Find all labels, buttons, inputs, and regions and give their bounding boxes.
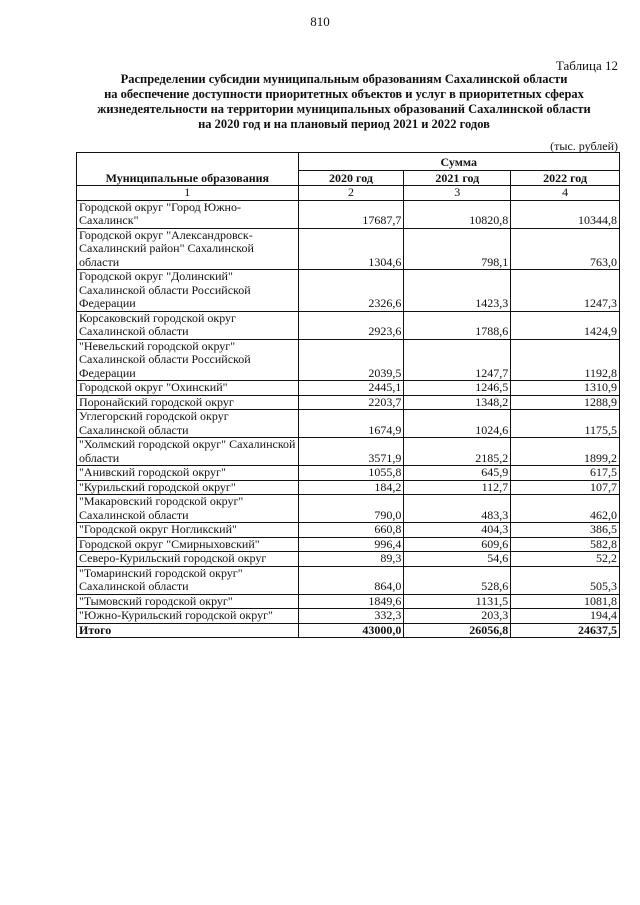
municipality-name: Северо-Курильский городской округ <box>77 552 299 567</box>
title-line: на 2020 год и на плановый период 2021 и 2022 годов <box>198 117 490 131</box>
value-2021: 798,1 <box>404 228 511 270</box>
municipality-name: Городской округ "Смирныховский" <box>77 537 299 552</box>
value-2022: 107,7 <box>511 480 620 495</box>
column-number: 1 <box>77 186 299 201</box>
value-2021: 1788,6 <box>404 311 511 339</box>
value-2020: 1055,8 <box>298 466 404 481</box>
header-year-2022: 2022 год <box>511 170 620 185</box>
table-row <box>77 537 620 552</box>
table-row <box>77 438 620 466</box>
column-number: 4 <box>511 186 620 201</box>
total-row <box>77 623 620 638</box>
table-row <box>77 594 620 609</box>
value-2021: 609,6 <box>404 537 511 552</box>
value-2022: 386,5 <box>511 523 620 538</box>
municipality-name: "Тымовский городской округ" <box>77 594 299 609</box>
table-row <box>77 480 620 495</box>
column-number: 3 <box>404 186 511 201</box>
municipality-name: Городской округ "Долинский" Сахалинской области Российской Федерации <box>77 270 299 312</box>
value-2022: 1192,8 <box>511 339 620 381</box>
municipality-name: "Анивский городской округ" <box>77 466 299 481</box>
value-2021: 528,6 <box>404 566 511 594</box>
value-2022: 1899,2 <box>511 438 620 466</box>
value-2020: 89,3 <box>298 552 404 567</box>
table-row <box>77 381 620 396</box>
value-2022: 582,8 <box>511 537 620 552</box>
value-2020: 660,8 <box>298 523 404 538</box>
value-2020: 332,3 <box>298 609 404 624</box>
municipality-name: Углегорский городской округ Сахалинской области <box>77 410 299 438</box>
municipality-name: "Городской округ Ногликский" <box>77 523 299 538</box>
value-2022: 1175,5 <box>511 410 620 438</box>
column-number: 2 <box>298 186 404 201</box>
table-row <box>77 566 620 594</box>
value-2021: 1246,5 <box>404 381 511 396</box>
table-row <box>77 552 620 567</box>
value-2020: 2039,5 <box>298 339 404 381</box>
table-row <box>77 523 620 538</box>
table-row <box>77 395 620 410</box>
table-row <box>77 311 620 339</box>
value-2021: 1348,2 <box>404 395 511 410</box>
total-2020: 43000,0 <box>298 623 404 638</box>
title-line: жизнедеятельности на территории муниципальных образований Сахалинской области <box>97 102 591 116</box>
value-2020: 2326,6 <box>298 270 404 312</box>
title-line: Распределении субсидии муниципальным образованиям Сахалинской области <box>120 72 568 86</box>
table-row <box>77 270 620 312</box>
table-row <box>77 200 620 228</box>
value-2020: 1304,6 <box>298 228 404 270</box>
value-2020: 1674,9 <box>298 410 404 438</box>
municipality-name: Городской округ "Охинский" <box>77 381 299 396</box>
municipality-name: "Невельский городской округ" Сахалинской области Российской Федерации <box>77 339 299 381</box>
title-line: на обеспечение доступности приоритетных объектов и услуг в приоритетных сферах <box>104 87 584 101</box>
value-2021: 2185,2 <box>404 438 511 466</box>
value-2021: 1024,6 <box>404 410 511 438</box>
value-2022: 505,3 <box>511 566 620 594</box>
value-2020: 864,0 <box>298 566 404 594</box>
header-municipalities: Муниципальные образования <box>77 153 299 186</box>
units-label: (тыс. рублей) <box>550 139 618 153</box>
municipality-name: Городской округ "Город Южно-Сахалинск" <box>77 200 299 228</box>
table-row <box>77 466 620 481</box>
municipality-name: Городской округ "Александровск-Сахалинский район" Сахалинской области <box>77 228 299 270</box>
value-2022: 1247,3 <box>511 270 620 312</box>
total-2022: 24637,5 <box>511 623 620 638</box>
document-title <box>74 72 614 132</box>
value-2022: 1424,9 <box>511 311 620 339</box>
value-2020: 2203,7 <box>298 395 404 410</box>
table-label: Таблица 12 <box>555 58 618 73</box>
value-2020: 3571,9 <box>298 438 404 466</box>
value-2022: 10344,8 <box>511 200 620 228</box>
value-2022: 52,2 <box>511 552 620 567</box>
value-2020: 790,0 <box>298 495 404 523</box>
value-2022: 462,0 <box>511 495 620 523</box>
value-2020: 2923,6 <box>298 311 404 339</box>
table-row <box>77 339 620 381</box>
value-2021: 10820,8 <box>404 200 511 228</box>
value-2021: 1247,7 <box>404 339 511 381</box>
value-2021: 203,3 <box>404 609 511 624</box>
municipality-name: "Южно-Курильский городской округ" <box>77 609 299 624</box>
value-2020: 184,2 <box>298 480 404 495</box>
value-2022: 763,0 <box>511 228 620 270</box>
header-year-2021: 2021 год <box>404 170 511 185</box>
municipality-name: "Макаровский городской округ" Сахалинской области <box>77 495 299 523</box>
value-2021: 645,9 <box>404 466 511 481</box>
value-2022: 194,4 <box>511 609 620 624</box>
municipality-name: Поронайский городской округ <box>77 395 299 410</box>
table-row <box>77 410 620 438</box>
page-number: 810 <box>310 14 330 29</box>
value-2021: 1131,5 <box>404 594 511 609</box>
municipality-name: "Курильский городской округ" <box>77 480 299 495</box>
total-2021: 26056,8 <box>404 623 511 638</box>
value-2022: 1081,8 <box>511 594 620 609</box>
header-sum: Сумма <box>298 153 619 171</box>
table-row <box>77 495 620 523</box>
value-2022: 1310,9 <box>511 381 620 396</box>
total-label: Итого <box>77 623 299 638</box>
value-2022: 617,5 <box>511 466 620 481</box>
municipality-name: "Томаринский городской округ" Сахалинской области <box>77 566 299 594</box>
value-2020: 996,4 <box>298 537 404 552</box>
subsidy-table <box>76 152 620 638</box>
table-row <box>77 609 620 624</box>
value-2021: 404,3 <box>404 523 511 538</box>
municipality-name: Корсаковский городской округ Сахалинской области <box>77 311 299 339</box>
value-2020: 2445,1 <box>298 381 404 396</box>
value-2021: 54,6 <box>404 552 511 567</box>
value-2021: 112,7 <box>404 480 511 495</box>
value-2022: 1288,9 <box>511 395 620 410</box>
header-year-2020: 2020 год <box>298 170 404 185</box>
value-2021: 1423,3 <box>404 270 511 312</box>
municipality-name: "Холмский городской округ" Сахалинской области <box>77 438 299 466</box>
table-row <box>77 228 620 270</box>
value-2020: 1849,6 <box>298 594 404 609</box>
value-2021: 483,3 <box>404 495 511 523</box>
value-2020: 17687,7 <box>298 200 404 228</box>
